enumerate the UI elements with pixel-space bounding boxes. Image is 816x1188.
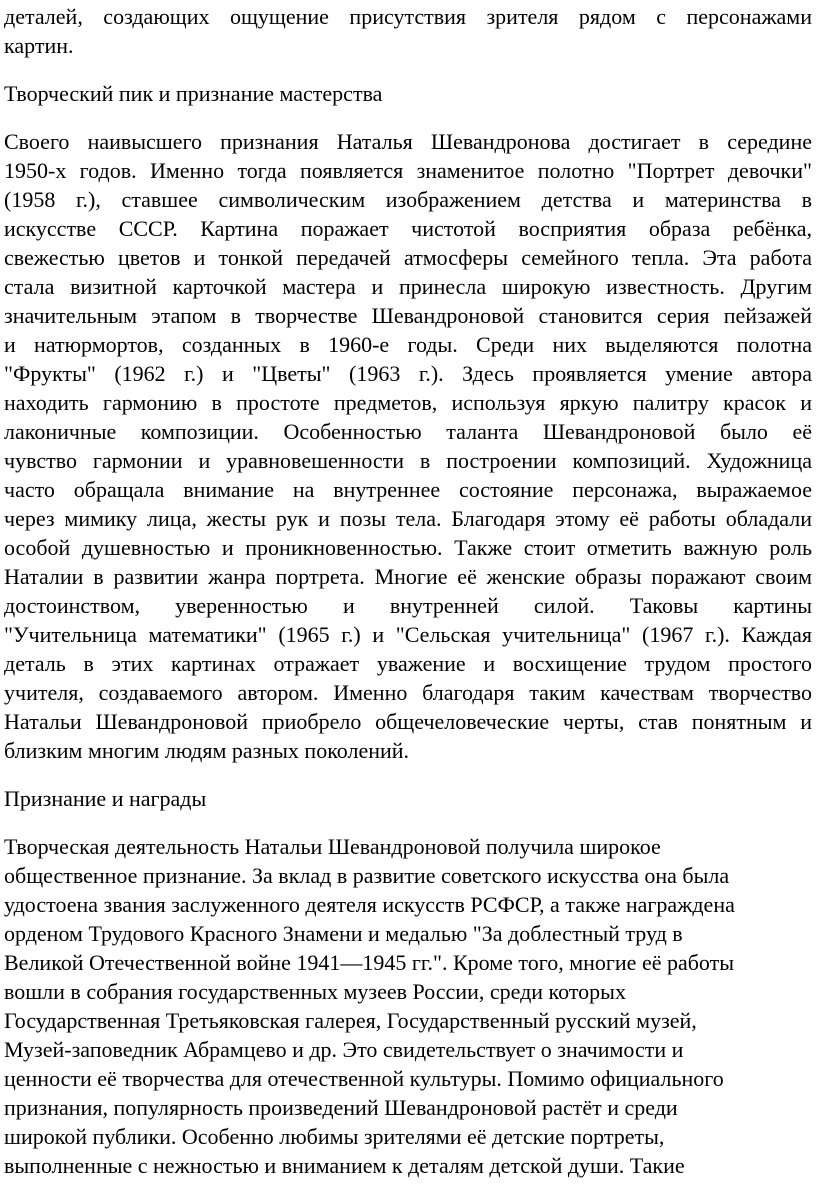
text-line: свежестью цветов и тонкой передачей атмосферы семейного тепла. Эта работа	[4, 245, 812, 270]
text-line: близким многим людям разных поколений.	[4, 738, 410, 763]
section-heading-awards: Признание и награды	[4, 786, 207, 811]
text-line: Великой Отечественной войне 1941—1945 гг.". Кроме того, многие её работы	[4, 950, 735, 975]
text-line: и натюрмортов, созданных в 1960-е годы. Среди них выделяются полотна	[4, 332, 812, 357]
text-line: стала визитной карточкой мастера и принесла широкую известность. Другим	[4, 274, 812, 299]
text-line: 1950-х годов. Именно тогда появляется знаменитое полотно "Портрет девочки"	[4, 158, 812, 183]
text-line: Своего наивысшего признания Наталья Шевандронова достигает в середине	[4, 129, 812, 154]
paragraph-intro-fragment	[4, 2, 812, 60]
text-line: значительным этапом в творчестве Шевандроновой становится серия пейзажей	[4, 303, 812, 328]
text-line: признания, популярность произведений Шевандроновой растёт и среди	[4, 1095, 678, 1120]
text-line: орденом Трудового Красного Знамени и медалью "За доблестный труд в	[4, 921, 683, 946]
text-line: деталей, создающих ощущение присутствия зрителя рядом с персонажами	[4, 4, 812, 29]
text-line: учителя, создаваемого автором. Именно благодаря таким качествам творчество	[4, 680, 812, 705]
text-line: часто обращала внимание на внутреннее состояние персонажа, выражаемое	[4, 477, 812, 502]
text-line: широкой публики. Особенно любимы зрителями её детские портреты,	[4, 1124, 665, 1149]
text-line: искусстве СССР. Картина поражает чистотой восприятия образа ребёнка,	[4, 216, 812, 241]
text-line: Наталии в развитии жанра портрета. Многие её женские образы поражают своим	[4, 564, 812, 589]
text-line: "Учительница математики" (1965 г.) и "Сельская учительница" (1967 г.). Каждая	[4, 622, 812, 647]
text-line: Творческая деятельность Натальи Шевандроновой получила широкое	[4, 834, 661, 859]
text-line: чувство гармонии и уравновешенности в построении композиций. Художница	[4, 448, 812, 473]
text-line: особой душевностью и проникновенностью. Также стоит отметить важную роль	[4, 535, 812, 560]
section-heading-creative-peak: Творческий пик и признание мастерства	[4, 81, 383, 106]
text-line: выполненные с нежностью и вниманием к деталям детской души. Такие	[4, 1153, 685, 1178]
text-line: общественное признание. За вклад в развитие советского искусства она была	[4, 863, 730, 888]
text-line: Государственная Третьяковская галерея, Государственный русский музей,	[4, 1008, 697, 1033]
text-line: ценности её творчества для отечественной культуры. Помимо официального	[4, 1066, 724, 1091]
text-line: через мимику лица, жесты рук и позы тела. Благодаря этому её работы обладали	[4, 506, 812, 531]
text-line: "Фрукты" (1962 г.) и "Цветы" (1963 г.). Здесь проявляется умение автора	[4, 361, 812, 386]
text-line: достоинством, уверенностью и внутренней силой. Таковы картины	[4, 593, 812, 618]
paragraph-awards	[4, 832, 812, 1180]
text-line: удостоена звания заслуженного деятеля искусств РСФСР, а также награждена	[4, 892, 735, 917]
text-line: вошли в собрания государственных музеев России, среди которых	[4, 979, 626, 1004]
text-line: лаконичные композиции. Особенностью таланта Шевандроновой было её	[4, 419, 812, 444]
text-line: находить гармонию в простоте предметов, используя яркую палитру красок и	[4, 390, 812, 415]
text-line: картин.	[4, 33, 74, 58]
paragraph-creative-peak	[4, 127, 812, 765]
text-line: Натальи Шевандроновой приобрело общечеловеческие черты, став понятным и	[4, 709, 812, 734]
text-line: (1958 г.), ставшее символическим изображением детства и материнства в	[4, 187, 812, 212]
text-line: деталь в этих картинах отражает уважение и восхищение трудом простого	[4, 651, 812, 676]
text-line: Музей-заповедник Абрамцево и др. Это свидетельствует о значимости и	[4, 1037, 684, 1062]
